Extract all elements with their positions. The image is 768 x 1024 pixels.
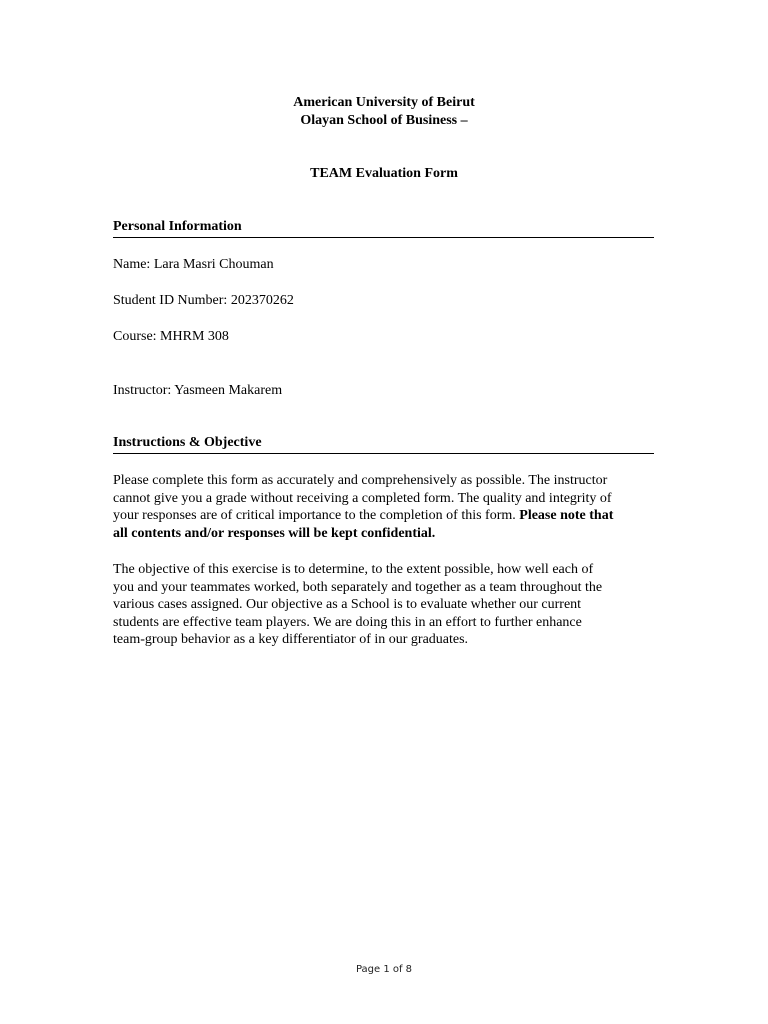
paragraph-line: cannot give you a grade without receiving a completed form. The quality and integrity of <box>113 490 612 506</box>
instructions-paragraph <box>113 472 658 542</box>
paragraph-line <box>113 507 658 525</box>
paragraph-line: various cases assigned. Our objective as a School is to evaluate whether our current <box>113 597 582 612</box>
paragraph-line: The objective of this exercise is to determine, to the extent possible, how well each of <box>113 562 594 577</box>
section-divider <box>113 453 654 454</box>
student-id-field: Student ID Number: 202370262 <box>113 293 294 308</box>
course-field: Course: MHRM 308 <box>113 329 229 344</box>
name-field: Name: Lara Masri Chouman <box>113 257 274 272</box>
paragraph-line: students are effective team players. We are doing this in an effort to further enhance <box>113 614 582 630</box>
paragraph-line: Please complete this form as accurately and comprehensively as possible. The instructor <box>113 473 608 488</box>
page-number: Page 1 of 8 <box>355 964 413 975</box>
paragraph-line: team-group behavior as a key differentiator of in our graduates. <box>113 632 469 647</box>
section-divider <box>113 237 654 238</box>
instructions-heading: Instructions & Objective <box>113 435 262 450</box>
paragraph-text: your responses are of critical importance to the completion of this form. <box>113 508 520 523</box>
university-name: American University of Beirut <box>293 95 475 110</box>
objective-paragraph <box>113 561 658 649</box>
personal-info-heading: Personal Information <box>113 219 242 234</box>
instructor-field: Instructor: Yasmeen Makarem <box>113 383 283 398</box>
school-name: Olayan School of Business – <box>300 113 468 128</box>
confidential-note: Please note that <box>519 508 614 523</box>
confidential-note: all contents and/or responses will be kept confidential. <box>113 525 436 541</box>
paragraph-line: you and your teammates worked, both separately and together as a team throughout the <box>113 579 603 595</box>
form-title: TEAM Evaluation Form <box>310 166 458 181</box>
